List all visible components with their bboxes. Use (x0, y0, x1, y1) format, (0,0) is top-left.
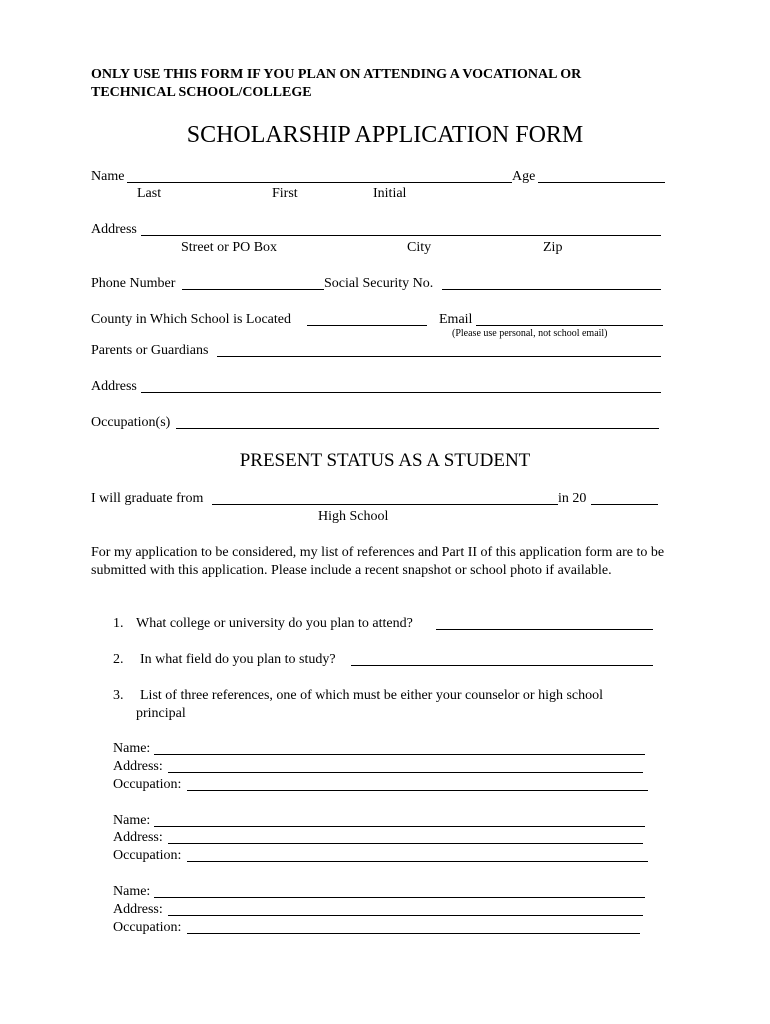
last-sublabel: Last (137, 186, 162, 201)
question-2-text: In what field do you plan to study? (140, 652, 336, 667)
email-label: Email (439, 312, 473, 327)
reference-2-occupation-field[interactable] (187, 861, 648, 862)
reference-3-address-field[interactable] (168, 915, 643, 916)
parent-address-field[interactable] (141, 392, 661, 393)
question-1-text: What college or university do you plan to attend? (136, 616, 413, 631)
reference-2-name-field[interactable] (154, 826, 645, 827)
notice-line-1: ONLY USE THIS FORM IF YOU PLAN ON ATTENDING A VOCATIONAL OR (91, 67, 582, 82)
email-note: (Please use personal, not school email) (452, 328, 608, 339)
reference-3-name-field[interactable] (154, 897, 645, 898)
question-3-number: 3. (113, 688, 124, 703)
reference-3-address-label: Address: (113, 902, 163, 917)
high-school-sublabel: High School (318, 509, 389, 524)
phone-field[interactable] (182, 289, 324, 290)
reference-2-occupation-label: Occupation: (113, 848, 182, 863)
reference-2-address-field[interactable] (168, 843, 643, 844)
reference-1-occupation-label: Occupation: (113, 777, 182, 792)
city-sublabel: City (407, 240, 432, 255)
notice-line-2: TECHNICAL SCHOOL/COLLEGE (91, 85, 312, 100)
reference-3-occupation-label: Occupation: (113, 920, 182, 935)
graduation-year-field[interactable] (591, 504, 658, 505)
county-field[interactable] (307, 325, 427, 326)
form-title: SCHOLARSHIP APPLICATION FORM (186, 122, 584, 148)
reference-2-address-label: Address: (113, 830, 163, 845)
ssn-field[interactable] (442, 289, 661, 290)
question-3-text: List of three references, one of which must be either your counselor or high school principal (136, 688, 604, 721)
occupation-label: Occupation(s) (91, 415, 171, 430)
instructions-paragraph: For my application to be considered, my list of references and Part II of this application form are to be submitted with this application. Please include a recent snapshot or school photo if available. (91, 545, 665, 578)
ssn-label: Social Security No. (324, 276, 434, 291)
parents-label: Parents or Guardians (91, 343, 209, 358)
name-field[interactable] (127, 182, 512, 183)
question-1-field[interactable] (436, 629, 653, 630)
first-sublabel: First (272, 186, 298, 201)
phone-label: Phone Number (91, 276, 176, 291)
high-school-field[interactable] (212, 504, 558, 505)
question-2-field[interactable] (351, 665, 653, 666)
reference-1-occupation-field[interactable] (187, 790, 648, 791)
question-2-number: 2. (113, 652, 124, 667)
age-field[interactable] (538, 182, 665, 183)
graduate-label: I will graduate from (91, 491, 204, 506)
initial-sublabel: Initial (373, 186, 407, 201)
reference-1-address-field[interactable] (168, 772, 643, 773)
name-label: Name (91, 169, 125, 184)
reference-1-name-label: Name: (113, 741, 151, 756)
zip-sublabel: Zip (543, 240, 563, 255)
address-field[interactable] (141, 235, 661, 236)
parent-address-label: Address (91, 379, 137, 394)
reference-3-name-label: Name: (113, 884, 151, 899)
age-label: Age (512, 169, 536, 184)
address-label: Address (91, 222, 137, 237)
reference-2-name-label: Name: (113, 813, 151, 828)
parents-field[interactable] (217, 356, 661, 357)
occupation-field[interactable] (176, 428, 659, 429)
graduate-in-label: in 20 (558, 491, 587, 506)
county-label: County in Which School is Located (91, 312, 291, 327)
email-field[interactable] (476, 325, 663, 326)
question-1-number: 1. (113, 616, 124, 631)
street-sublabel: Street or PO Box (181, 240, 278, 255)
reference-3-occupation-field[interactable] (187, 933, 640, 934)
reference-1-name-field[interactable] (154, 754, 645, 755)
status-heading: PRESENT STATUS AS A STUDENT (239, 450, 531, 471)
reference-1-address-label: Address: (113, 759, 163, 774)
